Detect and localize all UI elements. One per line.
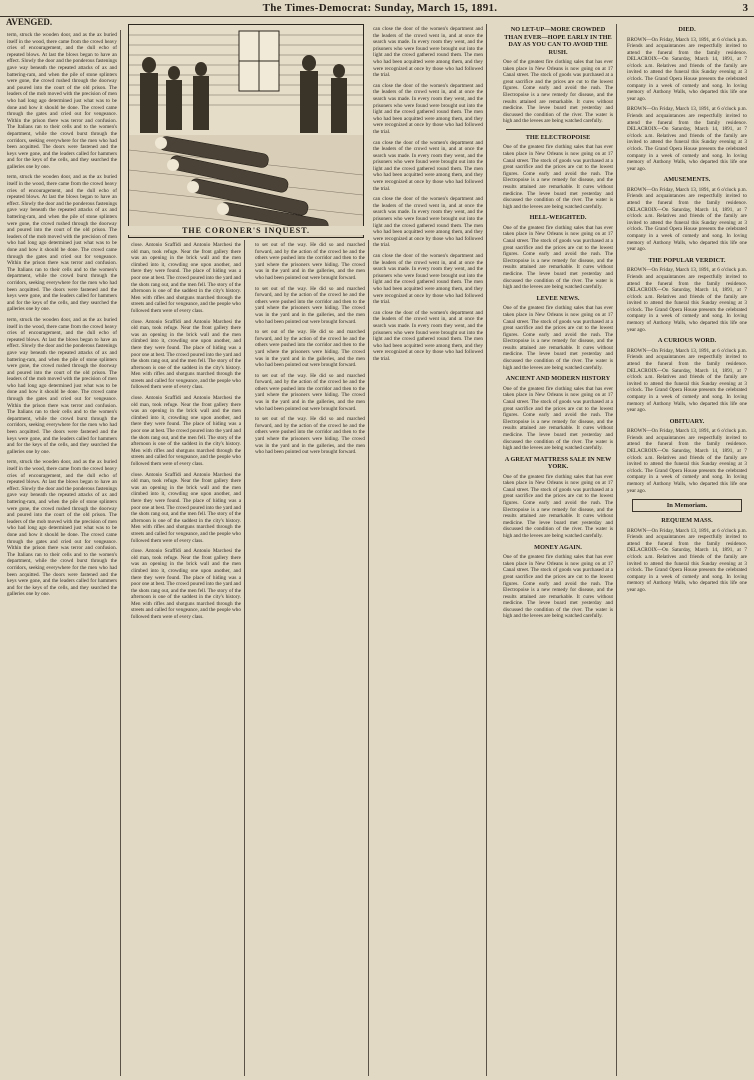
column-6-text-2: BROWN—On Friday, March 13, 1891, at 6 o'clock p.m. Friends and acquaintances are respectfully invited to attend the funeral from the family residence. DELACROIX—On Saturday, March 14, 1891, at 7 o'clock a.m. Relatives and friends of the family are invited to attend the funeral this Sunday evening at 3 o'clock. The Grand Opera House presents the celebrated company in a week of comedy and song. In loving memory of Anthony Walls, who departed this life one year ago.: [627, 106, 747, 172]
column-5-text: One of the greatest fire clothing sales that has ever taken place in New Orleans is now going on at 17 Canal street. The stock of goods was purchased at a great sacrifice and the prices are cut to the lowest figures. Come early and avoid the rush. The Electropoise is a new remedy for disease, and the results attained are remarkable. It cures without medicine. The levee board met yesterday and discussed the condition of the river. The water is high and the levees are being watched carefully.: [503, 59, 613, 125]
column-6-head-7: REQUIEM MASS.: [661, 517, 713, 525]
column-5-head-6: A GREAT MATTRESS SALE IN NEW YORK.: [504, 455, 612, 471]
column-4-text: can close the door of the women's department and the leaders of the crowd went in, and at once the search was made. In every room they went, and the prisoners who were found were brought out into the light and the crowd gathered round them. The men who had been acquitted were among them, and they were recognized at once by those who had followed the trial.: [373, 26, 483, 79]
column-5-head-3: HELL-WEIGHTED.: [529, 214, 587, 222]
column-2-text-cont3: close. Antonio Scaffidi and Antonio Marchesi the old man, took refuge. Near the front gallery there was an opening in the brick wall and the men climbed into it, crowding one upon another, and there they were found. The place of hiding was a poor one at best. The crowd poured into the yard and the shots rang out, and the men fell. The story of the afternoon is one of the saddest in the city's history. Men with rifles and shotguns marched through the streets and called for vengeance, and the people who followed them were of every class.: [131, 471, 241, 544]
column-5-text-6: One of the greatest fire clothing sales that has ever taken place in New Orleans is now going on at 17 Canal street. The stock of goods was purchased at a great sacrifice and the prices are cut to the lowest figures. Come early and avoid the rush. The Electropoise is a new remedy for disease, and the results attained are remarkable. It cures without medicine. The levee board met yesterday and discussed the condition of the river. The water is high and the levees are being watched carefully.: [503, 473, 613, 540]
column-5-text-5: One of the greatest fire clothing sales that has ever taken place in New Orleans is now going on at 17 Canal street. The stock of goods was purchased at a great sacrifice and the prices are cut to the lowest figures. Come early and avoid the rush. The Electropoise is a new remedy for disease, and the results attained are remarkable. It cures without medicine. The levee board met yesterday and discussed the condition of the river. The water is high and the levees are being watched carefully.: [503, 385, 613, 452]
column-1-text-cont2: term, struck the wooden door, and as the ax buried itself in the wood, there came from the crowd heavy cries of encouragement, and the dull echo of repeated blows. At last the blows began to have an effect. Slowly the door and the ponderous fastenings gave way beneath the repeated attacks of ax and battering-ram, and when the pile of stone splinters were gone, the crowd rushed through the doorway and poured into the court of the old prison. The leaders of the mob moved with the precision of men who had long ago determined just what was to be done and how it should be done. The crowd came through the gates and cried out for vengeance. Within the prison there was terror and confusion. The Italians ran to their cells and to the women's department, while the crowd burst through the corridors, seeking everywhere for the men who had been acquitted. The doors were fastened and the keys were gone, and the leaders called for hammers and for the keys of the cells, and they searched the galleries one by one.: [7, 316, 117, 455]
column-3: [252, 240, 369, 1076]
column-4-text-cont2: can close the door of the women's department and the leaders of the crowd went in, and at once the search was made. In every room they went, and the prisoners who were found were brought out into the light and the crowd gathered round them. The men who had been acquitted were among them, and they were recognized at once by those who had followed the trial.: [373, 139, 483, 192]
column-3-text: to set out of the way. He did so and marched forward, and by the action of the crowd he and the others were pushed into the corridor and then to the yard where the prisoners were hiding. The crowd was in the yard and in the galleries, and the men who had been pointed out were brought forward.: [255, 242, 365, 281]
masthead: [0, 0, 754, 17]
column-5-head-7: MONEY AGAIN.: [534, 543, 582, 551]
column-6-head-6: In Memoriam.: [666, 502, 708, 510]
column-5-text-2: One of the greatest fire clothing sales that has ever taken place in New Orleans is now going on at 17 Canal street. The stock of goods was purchased at a great sacrifice and the prices are cut to the lowest figures. Come early and avoid the rush. The Electropoise is a new remedy for disease, and the results attained are remarkable. It cures without medicine. The levee board met yesterday and discussed the condition of the river. The water is high and the levees are being watched carefully.: [503, 144, 613, 210]
column-1-text-cont3: term, struck the wooden door, and as the ax buried itself in the wood, there came from the crowd heavy cries of encouragement, and the dull echo of repeated blows. At last the blows began to have an effect. Slowly the door and the ponderous fastenings gave way beneath the repeated attacks of ax and battering-ram, and when the pile of stone splinters were gone, the crowd rushed through the doorway and poured into the court of the old prison. The leaders of the mob moved with the precision of men who had long ago determined just what was to be done and how it should be done. The crowd came through the gates and cried out for vengeance. Within the prison there was terror and confusion. The Italians ran to their cells and to the women's department, while the crowd burst through the corridors, seeking everywhere for the men who had been acquitted. The doors were fastened and the keys were gone, and the leaders called for hammers and for the keys of the cells, and they searched the galleries one by one.: [7, 459, 117, 598]
column-2-text-cont: close. Antonio Scaffidi and Antonio Marchesi the old man, took refuge. Near the front gallery there was an opening in the brick wall and the men climbed into it, crowding one upon another, and there they were found. The place of hiding was a poor one at best. The crowd poured into the yard and the shots rang out, and the men fell. The story of the afternoon is one of the saddest in the city's history. Men with rifles and shotguns marched through the streets and called for vengeance, and the people who followed them were of every class.: [131, 318, 241, 391]
column-5-head-5: ANCIENT AND MODERN HISTORY: [505, 375, 611, 383]
column-6-head-2: AMUSEMENTS.: [663, 176, 711, 184]
page-number: 3: [742, 2, 748, 14]
column-6-head-1: DIED.: [678, 26, 696, 33]
column-4: [370, 24, 487, 1076]
newspaper-title: The Times-Democrat: Sunday, March 15, 1891.: [262, 2, 498, 14]
column-4-text-cont: can close the door of the women's department and the leaders of the crowd went in, and at once the search was made. In every room they went, and the prisoners who were found were brought out into the light and the crowd gathered round them. The men who had been acquitted were among them, and they were recognized at once by those who had followed the trial.: [373, 82, 483, 135]
column-2: [128, 240, 245, 1076]
column-5-rule-1: [506, 129, 610, 130]
column-3-text-cont3: to set out of the way. He did so and marched forward, and by the action of the crowd he and the others were pushed into the corridor and then to the yard where the prisoners were hiding. The crowd was in the yard and in the galleries, and the men who had been pointed out were brought forward.: [255, 372, 365, 412]
column-6-head-4: A CURIOUS WORD.: [657, 337, 717, 345]
column-3-text-cont: to set out of the way. He did so and marched forward, and by the action of the crowd he and the others were pushed into the corridor and then to the yard where the prisoners were hiding. The crowd was in the yard and in the galleries, and the men who had been pointed out were brought forward.: [255, 285, 365, 325]
column-2-text: close. Antonio Scaffidi and Antonio Marchesi the old man, took refuge. Near the front gallery there was an opening in the brick wall and the men climbed into it, crowding one upon another, and there they were found. The place of hiding was a poor one at best. The crowd poured into the yard and the shots rang out, and the men fell. The story of the afternoon is one of the saddest in the city's history. Men with rifles and shotguns marched through the streets and called for vengeance, and the people who followed them were of every class.: [131, 242, 241, 314]
column-1: [4, 30, 121, 1076]
column-6: [624, 24, 750, 1076]
column-1-text: term, struck the wooden door, and as the ax buried itself in the wood, there came from the crowd heavy cries of encouragement, and the dull echo of repeated blows. At last the blows began to have an effect. Slowly the door and the ponderous fastenings gave way beneath the repeated attacks of ax and battering-ram, and when the pile of stone splinters were gone, the crowd rushed through the doorway and poured into the court of the old prison. The leaders of the mob moved with the precision of men who had long ago determined just what was to be done and how it should be done. The crowd came through the gates and cried out for vengeance. Within the prison there was terror and confusion. The Italians ran to their cells and to the women's department, while the crowd burst through the corridors, seeking everywhere for the men who had been acquitted. The doors were fastened and the keys were gone, and the leaders called for hammers and for the keys of the cells, and they searched the galleries one by one.: [7, 32, 117, 170]
column-6-head-5: OBITUARY.: [669, 417, 705, 425]
column-5-head-1: NO LET-UP—MORE CROWDED THAN EVER—HOPE EARLY IN THE DAY AS YOU CAN TO AVOID THE RUSH.: [504, 26, 612, 56]
memorial-box: [632, 499, 742, 512]
column-2-text-cont4: close. Antonio Scaffidi and Antonio Marchesi the old man, took refuge. Near the front gallery there was an opening in the brick wall and the men climbed into it, crowding one upon another, and there they were found. The place of hiding was a poor one at best. The crowd poured into the yard and the shots rang out, and the men fell. The story of the afternoon is one of the saddest in the city's history. Men with rifles and shotguns marched through the streets and called for vengeance, and the people who followed them were of every class.: [131, 548, 241, 621]
column-5-head-4: LEVEE NEWS.: [536, 294, 580, 302]
column-6-text: BROWN—On Friday, March 13, 1891, at 6 o'clock p.m. Friends and acquaintances are respectfully invited to attend the funeral from the family residence. DELACROIX—On Saturday, March 14, 1891, at 7 o'clock a.m. Relatives and friends of the family are invited to attend the funeral this Sunday evening at 3 o'clock. The Grand Opera House presents the celebrated company in a week of comedy and song. In loving memory of Anthony Walls, who departed this life one year ago.: [627, 36, 747, 102]
illustration-caption: THE CORONER'S INQUEST.: [128, 226, 364, 235]
column-6-text-6: BROWN—On Friday, March 13, 1891, at 6 o'clock p.m. Friends and acquaintances are respectfully invited to attend the funeral from the family residence. DELACROIX—On Saturday, March 14, 1891, at 7 o'clock a.m. Relatives and friends of the family are invited to attend the funeral this Sunday evening at 3 o'clock. The Grand Opera House presents the celebrated company in a week of comedy and song. In loving memory of Anthony Walls, who departed this life one year ago.: [627, 428, 747, 494]
column-6-text-5: BROWN—On Friday, March 13, 1891, at 6 o'clock p.m. Friends and acquaintances are respectfully invited to attend the funeral from the family residence. DELACROIX—On Saturday, March 14, 1891, at 7 o'clock a.m. Relatives and friends of the family are invited to attend the funeral this Sunday evening at 3 o'clock. The Grand Opera House presents the celebrated company in a week of comedy and song. In loving memory of Anthony Walls, who departed this life one year ago.: [627, 347, 747, 414]
column-1-text-cont: term, struck the wooden door, and as the ax buried itself in the wood, there came from the crowd heavy cries of encouragement, and the dull echo of repeated blows. At last the blows began to have an effect. Slowly the door and the ponderous fastenings gave way beneath the repeated attacks of ax and battering-ram, and when the pile of stone splinters were gone, the crowd rushed through the doorway and poured into the court of the old prison. The leaders of the mob moved with the precision of men who had long ago determined just what was to be done and how it should be done. The crowd came through the gates and cried out for vengeance. Within the prison there was terror and confusion. The Italians ran to their cells and to the women's department, while the crowd burst through the corridors, seeking everywhere for the men who had been acquitted. The doors were fastened and the keys were gone, and the leaders called for hammers and for the keys of the cells, and they searched the galleries one by one.: [7, 174, 117, 313]
column-5-text-7: One of the greatest fire clothing sales that has ever taken place in New Orleans is now going on at 17 Canal street. The stock of goods was purchased at a great sacrifice and the prices are cut to the lowest figures. Come early and avoid the rush. The Electropoise is a new remedy for disease, and the results attained are remarkable. It cures without medicine. The levee board met yesterday and discussed the condition of the river. The water is high and the levees are being watched carefully.: [503, 554, 613, 620]
column-6-text-7: BROWN—On Friday, March 13, 1891, at 6 o'clock p.m. Friends and acquaintances are respectfully invited to attend the funeral from the family residence. DELACROIX—On Saturday, March 14, 1891, at 7 o'clock a.m. Relatives and friends of the family are invited to attend the funeral this Sunday evening at 3 o'clock. The Grand Opera House presents the celebrated company in a week of comedy and song. In loving memory of Anthony Walls, who departed this life one year ago.: [627, 527, 747, 593]
column-6-head-3: THE POPULAR VERDICT.: [648, 256, 726, 264]
column-4-text-cont5: can close the door of the women's department and the leaders of the crowd went in, and at once the search was made. In every room they went, and the prisoners who were found were brought out into the light and the crowd gathered round them. The men who had been acquitted were among them, and they were recognized at once by those who had followed the trial.: [373, 309, 483, 362]
column-6-text-4: BROWN—On Friday, March 13, 1891, at 6 o'clock p.m. Friends and acquaintances are respectfully invited to attend the funeral from the family residence. DELACROIX—On Saturday, March 14, 1891, at 7 o'clock a.m. Relatives and friends of the family are invited to attend the funeral this Sunday evening at 3 o'clock. The Grand Opera House presents the celebrated company in a week of comedy and song. In loving memory of Anthony Walls, who departed this life one year ago.: [627, 267, 747, 333]
column-5-head-2: THE ELECTROPOISE: [525, 133, 591, 141]
column-2-text-cont2: close. Antonio Scaffidi and Antonio Marchesi the old man, took refuge. Near the front gallery there was an opening in the brick wall and the men climbed into it, crowding one upon another, and there they were found. The place of hiding was a poor one at best. The crowd poured into the yard and the shots rang out, and the men fell. The story of the afternoon is one of the saddest in the city's history. Men with rifles and shotguns marched through the streets and called for vengeance, and the people who followed them were of every class.: [131, 395, 241, 467]
column-4-text-cont4: can close the door of the women's department and the leaders of the crowd went in, and at once the search was made. In every room they went, and the prisoners who were found were brought out into the light and the crowd gathered round them. The men who had been acquitted were among them, and they were recognized at once by those who had followed the trial.: [373, 253, 483, 306]
column-5: [500, 24, 617, 1076]
column-4-text-cont3: can close the door of the women's department and the leaders of the crowd went in, and at once the search was made. In every room they went, and the prisoners who were found were brought out into the light and the crowd gathered round them. The men who had been acquitted were among them, and they were recognized at once by those who had followed the trial.: [373, 196, 483, 249]
column-5-text-4: One of the greatest fire clothing sales that has ever taken place in New Orleans is now going on at 17 Canal street. The stock of goods was purchased at a great sacrifice and the prices are cut to the lowest figures. Come early and avoid the rush. The Electropoise is a new remedy for disease, and the results attained are remarkable. It cures without medicine. The levee board met yesterday and discussed the condition of the river. The water is high and the levees are being watched carefully.: [503, 305, 613, 371]
coroners-inquest-illustration: [128, 24, 364, 238]
column-6-text-3: BROWN—On Friday, March 13, 1891, at 6 o'clock p.m. Friends and acquaintances are respectfully invited to attend the funeral from the family residence. DELACROIX—On Saturday, March 14, 1891, at 7 o'clock a.m. Relatives and friends of the family are invited to attend the funeral this Sunday evening at 3 o'clock. The Grand Opera House presents the celebrated company in a week of comedy and song. In loving memory of Anthony Walls, who departed this life one year ago.: [627, 186, 747, 253]
column-3-text-cont2: to set out of the way. He did so and marched forward, and by the action of the crowd he and the others were pushed into the corridor and then to the yard where the prisoners were hiding. The crowd was in the yard and in the galleries, and the men who had been pointed out were brought forward.: [255, 329, 365, 369]
column-5-text-3: One of the greatest fire clothing sales that has ever taken place in New Orleans is now going on at 17 Canal street. The stock of goods was purchased at a great sacrifice and the prices are cut to the lowest figures. Come early and avoid the rush. The Electropoise is a new remedy for disease, and the results attained are remarkable. It cures without medicine. The levee board met yesterday and discussed the condition of the river. The water is high and the levees are being watched carefully.: [503, 224, 613, 291]
inquest-engraving: [129, 25, 363, 237]
section-heading: AVENGED.: [6, 17, 53, 27]
column-3-text-cont4: to set out of the way. He did so and marched forward, and by the action of the crowd he and the others were pushed into the corridor and then to the yard where the prisoners were hiding. The crowd was in the yard and in the galleries, and the men who had been pointed out were brought forward.: [255, 416, 365, 456]
